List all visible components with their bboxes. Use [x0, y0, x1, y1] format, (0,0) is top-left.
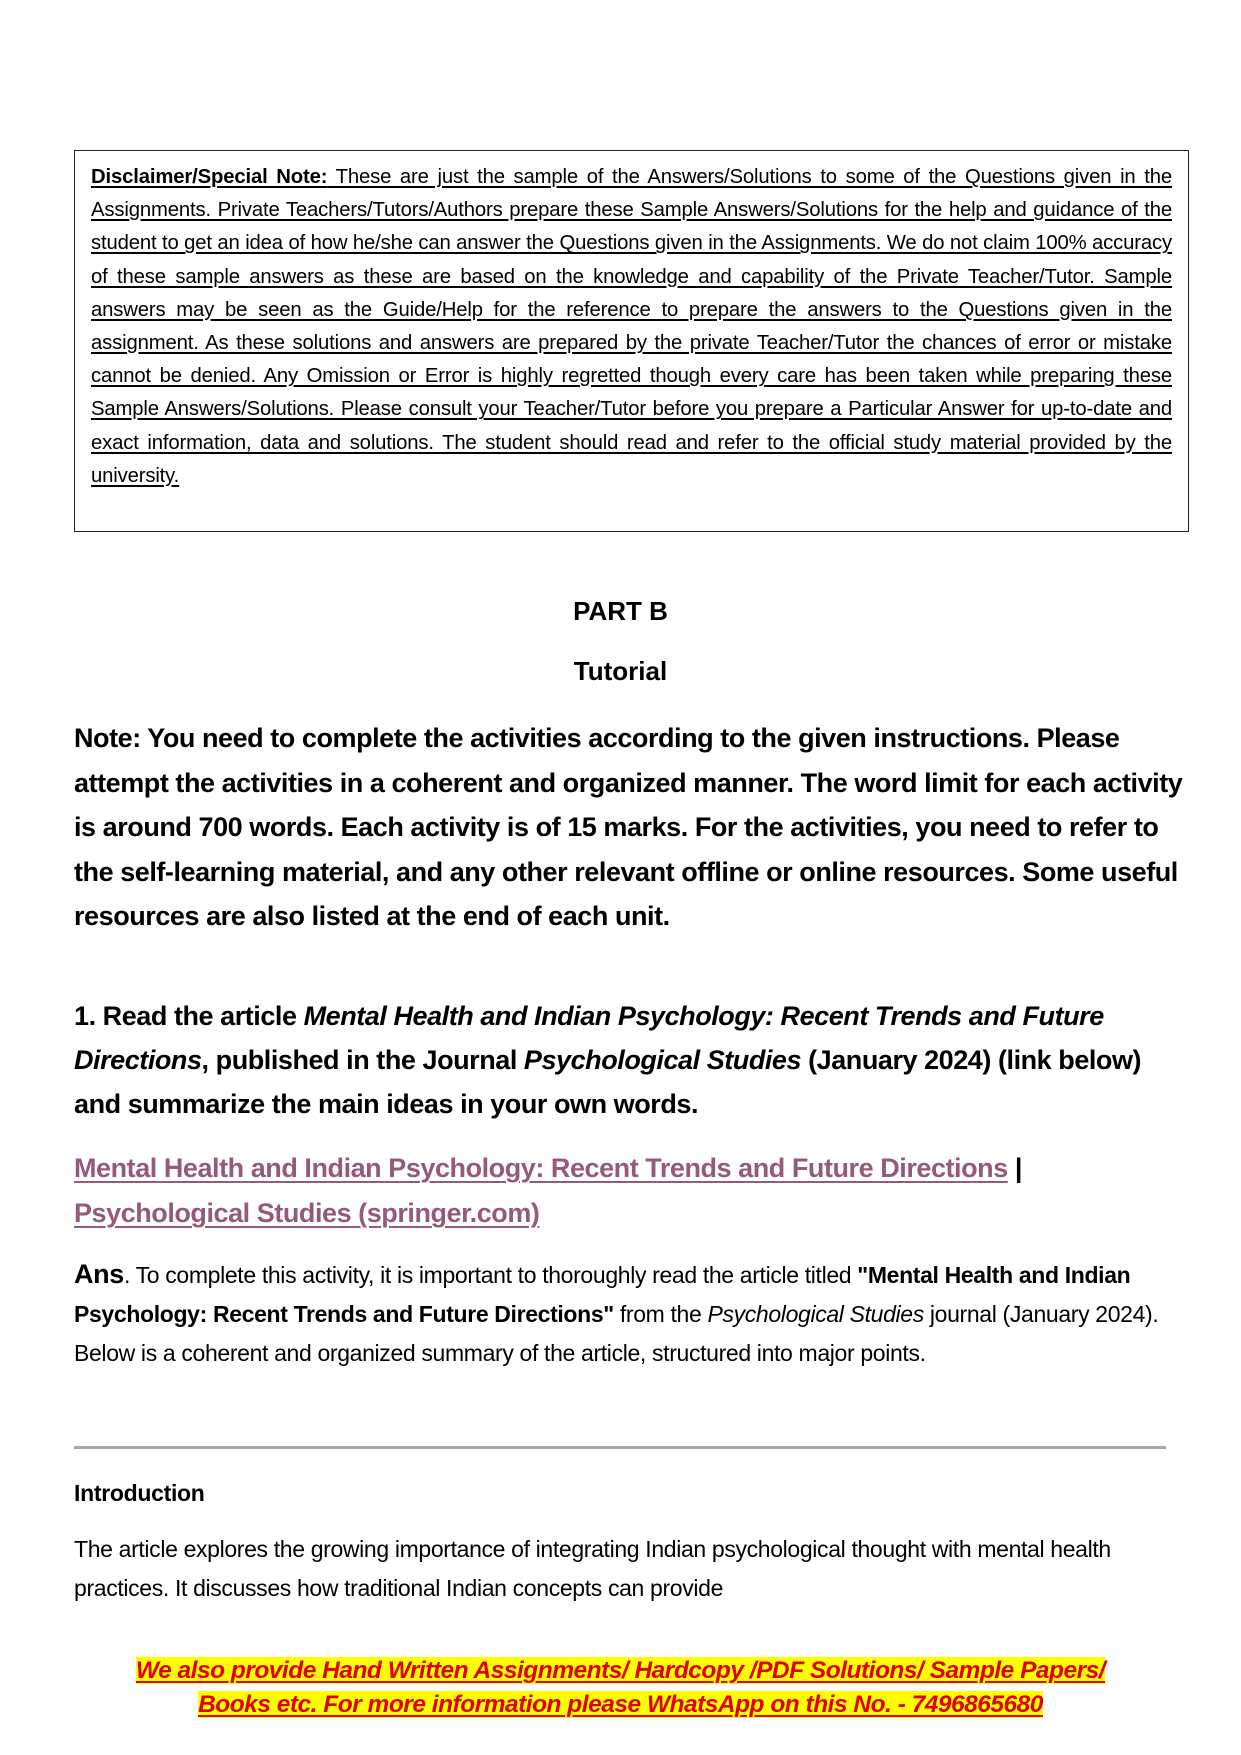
- answer-text-2: from the: [613, 1301, 708, 1327]
- promo-line-2: Books etc. For more information please WhatsApp on this No. - 7496865680: [198, 1691, 1043, 1718]
- introduction-body: The article explores the growing importance of integrating Indian psychological thought with mental health practices. It discusses how traditional Indian concepts can provide: [74, 1536, 1111, 1601]
- question-prefix: 1. Read the article: [74, 1001, 304, 1031]
- question-middle: , published in the Journal: [201, 1045, 524, 1075]
- disclaimer-body: These are just the sample of the Answers/Solutions to some of the Questions given in the Assignments. Private Teachers/Tutors/Authors prepare these Sample Answers/Solutions for the help and guidance of the student to get an idea of how he/she can answer the Questions given in the Assignments. We do not claim 100% accuracy of these sample answers as these are based on the knowledge and capability of the Private Teacher/Tutor. Sample answers may be seen as the Guide/Help for the reference to prepare the answers to the Questions given in the assignment. As these solutions and answers are prepared by the private Teacher/Tutor the chances of error or mistake cannot be denied. Any Omission or Error is highly regretted though every care has been taken while preparing these Sample Answers/Solutions. Please consult your Teacher/Tutor before you prepare a Particular Answer for up-to-date and exact information, data and solutions. The student should read and refer to the official study material provided by the university.: [91, 166, 1172, 487]
- answer-journal: Psychological Studies: [707, 1301, 924, 1327]
- question-suffix: (January 2024) (link below) and summarize the main ideas in your own words.: [74, 1045, 1142, 1119]
- answer-article-title: "Mental Health and Indian Psychology: Recent Trends and Future Directions": [74, 1262, 1131, 1327]
- answer-text-1: . To complete this activity, it is important to thoroughly read the article titled: [123, 1262, 858, 1288]
- answer-label: Ans: [74, 1259, 124, 1289]
- article-link-block: [74, 1146, 1184, 1236]
- section-heading: Tutorial: [573, 656, 668, 686]
- promo-footer: [0, 1654, 1241, 1722]
- promo-line-1: We also provide Hand Written Assignments/ Hardcopy /PDF Solutions/ Sample Papers/: [135, 1657, 1106, 1684]
- disclaimer-label: Disclaimer/Special Note:: [91, 166, 328, 188]
- disclaimer-text: [91, 161, 1172, 493]
- article-link[interactable]: Mental Health and Indian Psychology: Recent Trends and Future Directions: [74, 1153, 1008, 1183]
- question-article-title: Mental Health and Indian Psychology: Recent Trends and Future Directions: [74, 1001, 1104, 1075]
- journal-link[interactable]: Psychological Studies (springer.com): [74, 1198, 540, 1228]
- answer-text-3: journal (January 2024). Below is a coherent and organized summary of the article, structured into major points.: [74, 1301, 1159, 1366]
- question-1: [74, 994, 1184, 1126]
- link-separator: |: [1007, 1153, 1022, 1183]
- horizontal-divider: [74, 1446, 1166, 1449]
- disclaimer-box: [74, 150, 1189, 532]
- part-heading: PART B: [573, 596, 668, 626]
- introduction-heading: Introduction: [74, 1480, 205, 1506]
- answer-paragraph: [74, 1255, 1184, 1373]
- instructions-note: Note: You need to complete the activities according to the given instructions. Please attempt the activities in a coherent and organized manner. The word limit for each activity is around 700 words. Each activity is of 15 marks. For the activities, you need to refer to the self-learning material, and any other relevant offline or online resources. Some useful resources are also listed at the end of each unit.: [74, 723, 1183, 931]
- question-journal: Psychological Studies: [523, 1045, 802, 1075]
